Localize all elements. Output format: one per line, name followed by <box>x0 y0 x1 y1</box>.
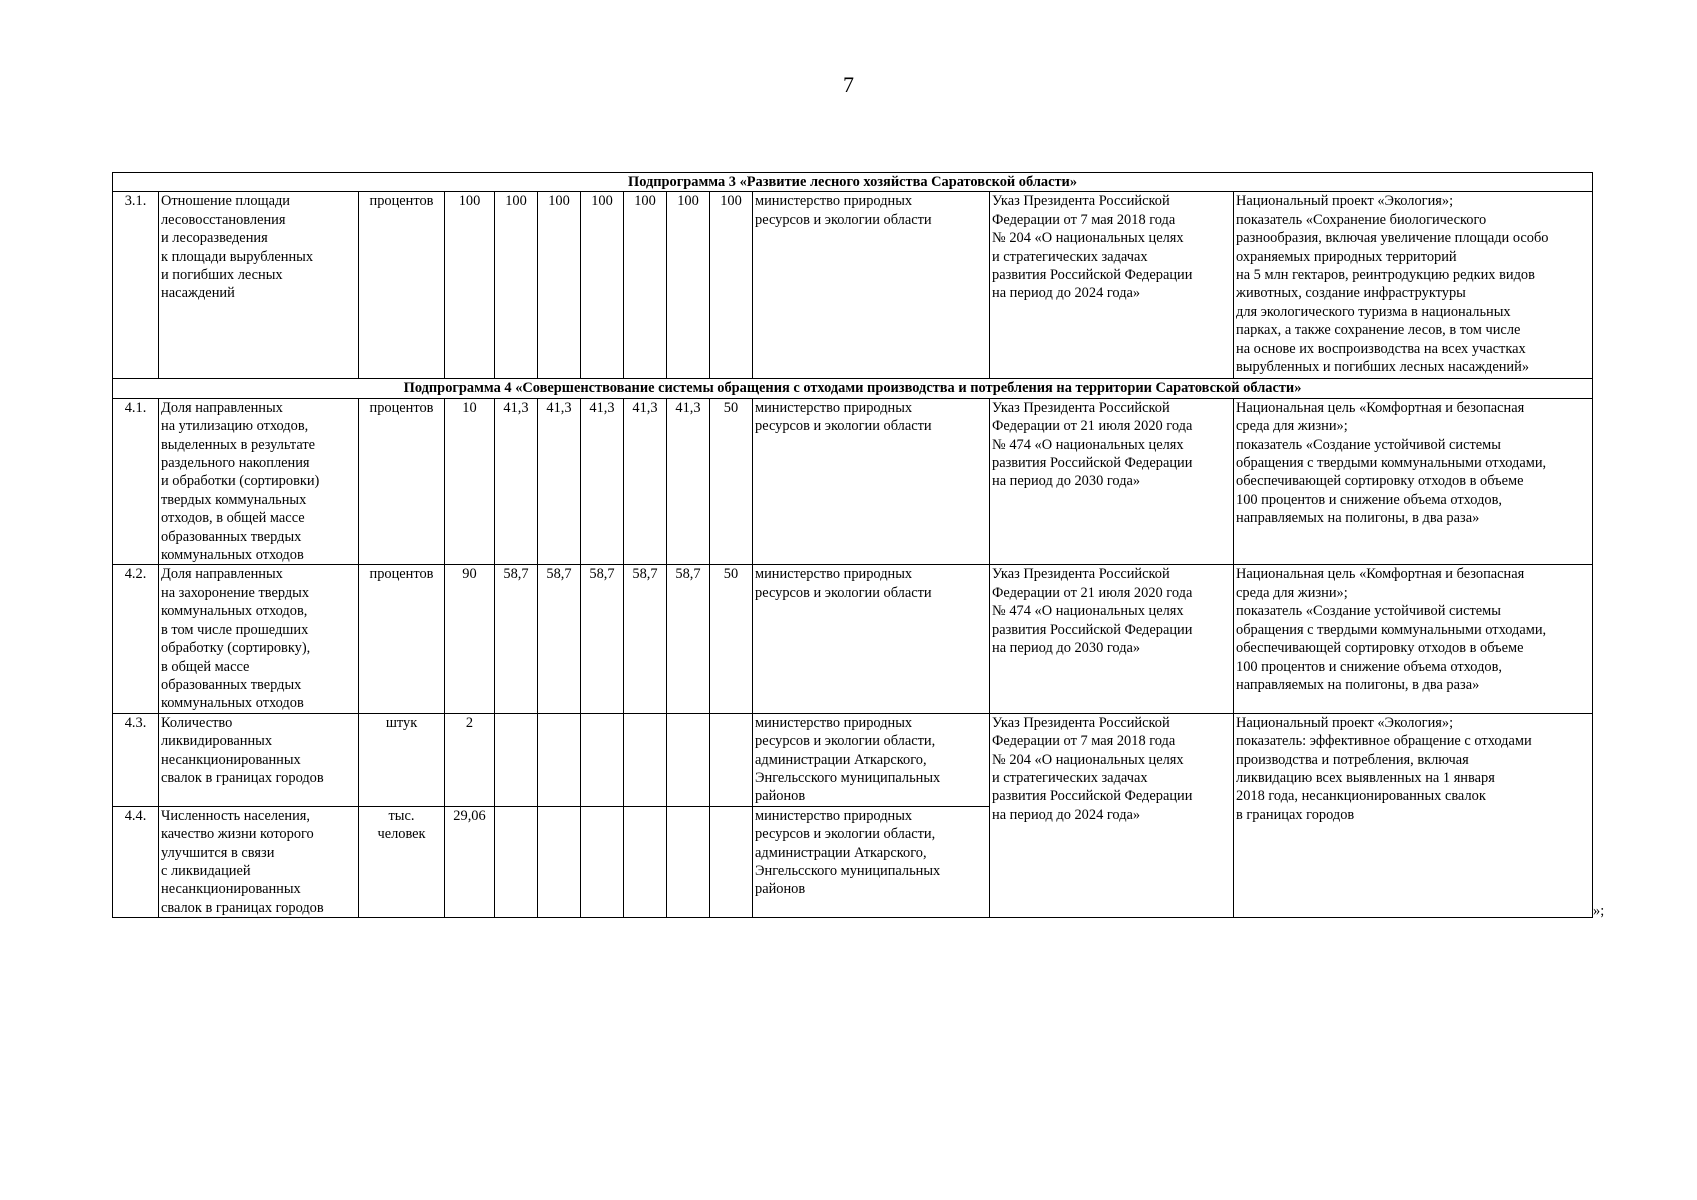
unit: штук <box>359 713 445 806</box>
value-cell <box>710 806 753 917</box>
indicator-name: Количество ликвидированных несанкционированных свалок в границах городов <box>159 713 359 806</box>
value-cell: 29,06 <box>445 806 495 917</box>
row-number: 4.3. <box>113 713 159 806</box>
indicator-name: Численность населения, качество жизни которого улучшится в связи с ликвидацией несанкционированных свалок в границах городов <box>159 806 359 917</box>
section-3-header-row <box>113 173 1593 192</box>
value-cell <box>538 713 581 806</box>
unit: процентов <box>359 565 445 713</box>
value-cell <box>710 713 753 806</box>
national-link: Национальная цель «Комфортная и безопасная среда для жизни»; показатель «Создание устойчивой системы обращения с твердыми коммунальными отходами, обеспечивающей сортировку отходов в объеме 100 процентов и снижение объема отходов, направляемых на полигоны, в два раза» <box>1234 398 1593 565</box>
value-cell: 58,7 <box>624 565 667 713</box>
value-cell: 50 <box>710 565 753 713</box>
value-cell: 41,3 <box>538 398 581 565</box>
responsible-body: министерство природных ресурсов и экологии области <box>753 398 990 565</box>
section-4-header-row <box>113 379 1593 398</box>
value-cell: 10 <box>445 398 495 565</box>
value-cell: 100 <box>581 192 624 379</box>
row-number: 4.2. <box>113 565 159 713</box>
value-cell: 100 <box>538 192 581 379</box>
responsible-body: министерство природных ресурсов и экологии области, администрации Аткарского, Энгельсского муниципальных районов <box>753 806 990 917</box>
value-cell <box>581 806 624 917</box>
value-cell: 58,7 <box>538 565 581 713</box>
responsible-body: министерство природных ресурсов и экологии области <box>753 565 990 713</box>
value-cell: 41,3 <box>624 398 667 565</box>
row-number: 4.1. <box>113 398 159 565</box>
value-cell <box>667 806 710 917</box>
legal-basis: Указ Президента Российской Федерации от 7 мая 2018 года № 204 «О национальных целях и стратегических задачах развития Российской Федерации на период до 2024 года» <box>990 192 1234 379</box>
value-cell <box>667 713 710 806</box>
value-cell: 100 <box>495 192 538 379</box>
value-cell: 58,7 <box>667 565 710 713</box>
table-row <box>113 713 1593 806</box>
indicator-name: Отношение площади лесовосстановления и лесоразведения к площади вырубленных и погибших лесных насаждений <box>159 192 359 379</box>
indicator-name: Доля направленных на захоронение твердых коммунальных отходов, в том числе прошедших обработку (сортировку), в общей массе образованных твердых коммунальных отходов <box>159 565 359 713</box>
value-cell: 58,7 <box>495 565 538 713</box>
responsible-body: министерство природных ресурсов и экологии области <box>753 192 990 379</box>
legal-basis: Указ Президента Российской Федерации от 7 мая 2018 года № 204 «О национальных целях и стратегических задачах развития Российской Федерации на период до 2024 года» <box>990 713 1234 917</box>
section-4-header: Подпрограмма 4 «Совершенствование системы обращения с отходами производства и потребления на территории Саратовской области» <box>113 379 1593 398</box>
value-cell <box>495 713 538 806</box>
value-cell: 41,3 <box>495 398 538 565</box>
value-cell: 90 <box>445 565 495 713</box>
closing-quote-mark: »; <box>1593 903 1605 919</box>
page-number: 7 <box>843 72 854 97</box>
value-cell: 100 <box>624 192 667 379</box>
value-cell: 2 <box>445 713 495 806</box>
value-cell <box>624 713 667 806</box>
value-cell <box>495 806 538 917</box>
table-row <box>113 565 1593 713</box>
row-number: 3.1. <box>113 192 159 379</box>
section-3-header: Подпрограмма 3 «Развитие лесного хозяйства Саратовской области» <box>113 173 1593 192</box>
legal-basis: Указ Президента Российской Федерации от 21 июля 2020 года № 474 «О национальных целях развития Российской Федерации на период до 2030 года» <box>990 398 1234 565</box>
value-cell: 41,3 <box>667 398 710 565</box>
legal-basis: Указ Президента Российской Федерации от 21 июля 2020 года № 474 «О национальных целях развития Российской Федерации на период до 2030 года» <box>990 565 1234 713</box>
national-link: Национальная цель «Комфортная и безопасная среда для жизни»; показатель «Создание устойчивой системы обращения с твердыми коммунальными отходами, обеспечивающей сортировку отходов в объеме 100 процентов и снижение объема отходов, направляемых на полигоны, в два раза» <box>1234 565 1593 713</box>
indicator-name: Доля направленных на утилизацию отходов, выделенных в результате раздельного накопления и обработки (сортировки) твердых коммунальных отходов, в общей массе образованных твердых коммунальных отходов <box>159 398 359 565</box>
value-cell: 58,7 <box>581 565 624 713</box>
row-number: 4.4. <box>113 806 159 917</box>
value-cell: 50 <box>710 398 753 565</box>
indicators-table <box>112 172 1593 918</box>
value-cell: 100 <box>445 192 495 379</box>
responsible-body: министерство природных ресурсов и экологии области, администрации Аткарского, Энгельсского муниципальных районов <box>753 713 990 806</box>
value-cell: 100 <box>710 192 753 379</box>
national-link: Национальный проект «Экология»; показатель: эффективное обращение с отходами производства и потребления, включая ликвидацию всех выявленных на 1 января 2018 года, несанкционированных свалок в границах городов <box>1234 713 1593 917</box>
unit: тыс. человек <box>359 806 445 917</box>
value-cell: 41,3 <box>581 398 624 565</box>
unit: процентов <box>359 192 445 379</box>
national-link: Национальный проект «Экология»; показатель «Сохранение биологического разнообразия, включая увеличение площади особо охраняемых природных территорий на 5 млн гектаров, реинтродукцию редких видов животных, создание инфраструктуры для экологического туризма в национальных парках, а также сохранение лесов, в том числе на основе их воспроизводства на всех участках вырубленных и погибших лесных насаждений» <box>1234 192 1593 379</box>
unit: процентов <box>359 398 445 565</box>
value-cell <box>624 806 667 917</box>
value-cell <box>538 806 581 917</box>
value-cell: 100 <box>667 192 710 379</box>
value-cell <box>581 713 624 806</box>
table-row <box>113 398 1593 565</box>
table-row <box>113 192 1593 379</box>
